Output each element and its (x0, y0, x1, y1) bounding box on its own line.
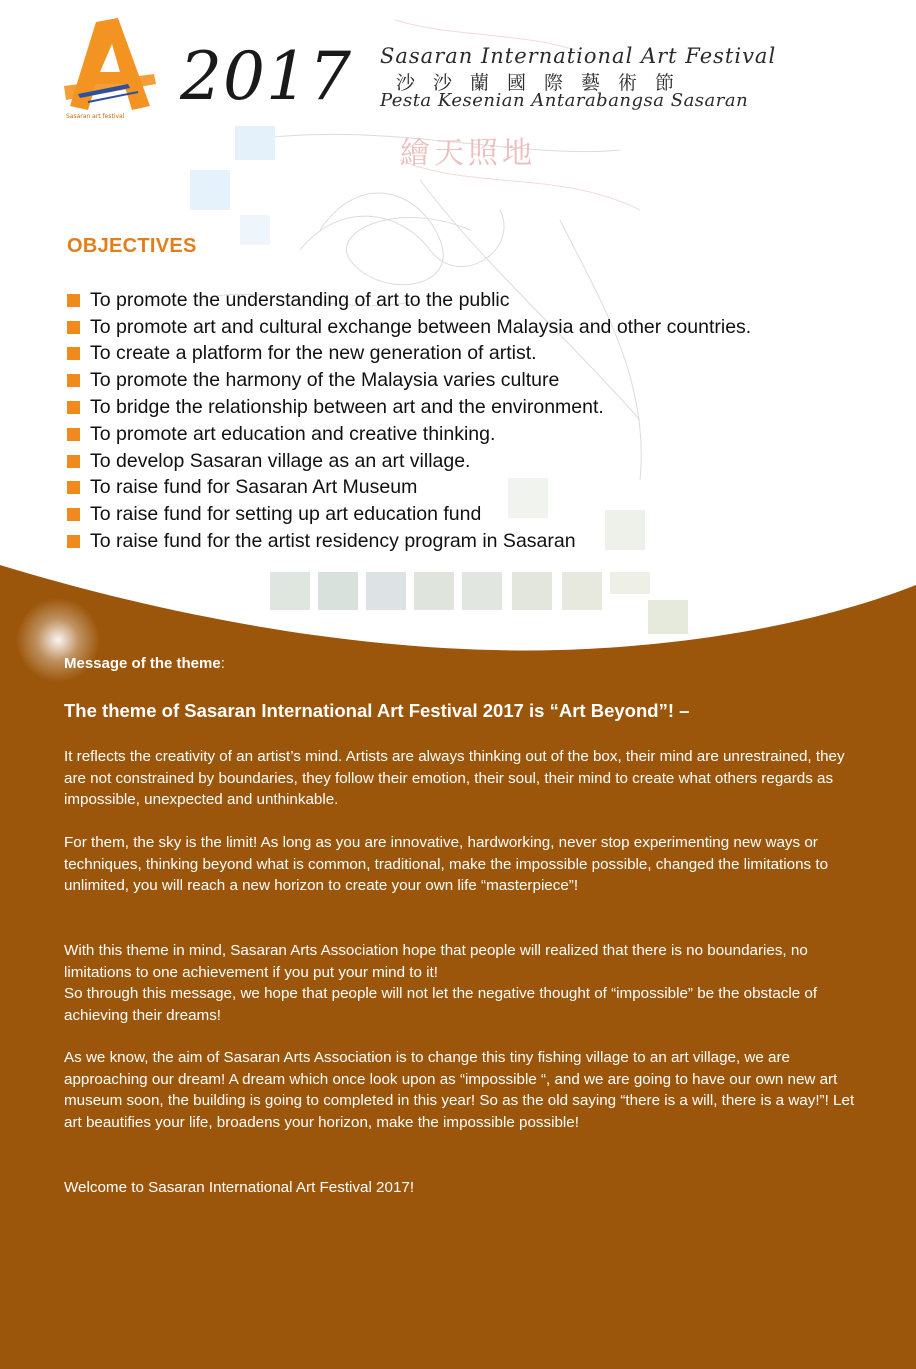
list-item (67, 475, 751, 502)
bullet-square-icon (67, 321, 80, 334)
list-item (67, 394, 751, 421)
message-paragraph: So through this message, we hope that people will not let the negative thought of “impossible” be the obstacle of achieving their dreams! (64, 985, 818, 1024)
message-paragraph: With this theme in mind, Sasaran Arts Association hope that people will realized that there is no boundaries, no limitations to one achievement if you put your mind to it! (64, 942, 808, 981)
bullet-square-icon (67, 401, 80, 414)
bullet-square-icon (67, 374, 80, 387)
svg-text:Sasaran art festival: Sasaran art festival (66, 113, 125, 120)
list-item (67, 314, 751, 341)
festival-name-english: Sasaran International Art Festival (380, 44, 777, 68)
objectives-heading: OBJECTIVES (67, 235, 197, 257)
calligraphy-text: 繪天照地 (400, 136, 536, 171)
decorative-tile (240, 215, 270, 245)
bullet-square-icon (67, 428, 80, 441)
bullet-square-icon (67, 347, 80, 360)
bullet-square-icon (67, 481, 80, 494)
festival-year: 2017 (180, 38, 352, 115)
bullet-square-icon (67, 535, 80, 548)
decorative-tile (235, 126, 275, 160)
theme-title: The theme of Sasaran International Art Festival 2017 is “Art Beyond”! – (64, 700, 690, 721)
list-item (67, 341, 751, 368)
decorative-tile (366, 572, 406, 610)
objective-text: To promote art education and creative thinking. (90, 422, 496, 445)
decorative-tile (270, 572, 310, 610)
message-paragraph: It reflects the creativity of an artist’s mind. Artists are always thinking out of the box, their mind are unrestrained, they are not constrained by boundaries, they follow their emotion, their soul, their mind to create what others regards as impossible, unexpected and unthinkable. (64, 748, 845, 809)
decorative-tile (512, 572, 552, 610)
objective-text: To raise fund for setting up art education fund (90, 503, 482, 526)
decorative-tile (648, 600, 688, 634)
decorative-tile (190, 170, 230, 210)
objective-text: To raise fund for Sasaran Art Museum (90, 476, 418, 499)
objective-text: To promote art and cultural exchange between Malaysia and other countries. (90, 315, 752, 338)
objective-text: To promote the understanding of art to the public (90, 288, 510, 311)
decorative-tile (610, 572, 650, 594)
message-label-text: Message of the theme (64, 655, 221, 672)
message-label-colon: : (220, 655, 225, 672)
festival-logo (58, 14, 163, 124)
festival-name-chinese: 沙沙蘭國際藝術節 (396, 72, 693, 94)
list-item (67, 421, 751, 448)
decorative-tile (318, 572, 358, 610)
objective-text: To create a platform for the new generation of artist. (90, 342, 537, 365)
list-item (67, 367, 751, 394)
objective-text: To promote the harmony of the Malaysia varies culture (90, 369, 560, 392)
festival-name-malay: Pesta Kesenian Antarabangsa Sasaran (380, 90, 749, 111)
objectives-list (67, 287, 751, 555)
list-item (67, 528, 751, 555)
bullet-square-icon (67, 455, 80, 468)
decorative-tile (562, 572, 602, 610)
message-paragraph: Welcome to Sasaran International Art Festival 2017! (64, 1179, 415, 1196)
list-item (67, 287, 751, 314)
message-label (64, 655, 225, 672)
message-paragraph: For them, the sky is the limit! As long as you are innovative, hardworking, never stop experimenting new ways or techniques, thinking beyond what is common, traditional, make the impossible possible, changed the limitations to unlimited, you will reach a new horizon to create your own life “masterpiece”! (64, 834, 829, 895)
message-paragraph: As we know, the aim of Sasaran Arts Association is to change this tiny fishing village to an art village, we are approaching our dream! A dream which once look upon as “impossible “, and we are going to have our own new art museum soon, the building is going to completed in this year! So as the old saying “there is a will, there is a way!”! Let art beautifies your life, broadens your horizon, make the impossible possible! (64, 1049, 855, 1131)
decorative-tile (462, 572, 502, 610)
objective-text: To develop Sasaran village as an art village. (90, 449, 471, 472)
list-item (67, 448, 751, 475)
bullet-square-icon (67, 508, 80, 521)
list-item (67, 501, 751, 528)
bullet-square-icon (67, 294, 80, 307)
objective-text: To raise fund for the artist residency program in Sasaran (90, 530, 576, 553)
decorative-tile (414, 572, 454, 610)
objective-text: To bridge the relationship between art and the environment. (90, 396, 604, 419)
